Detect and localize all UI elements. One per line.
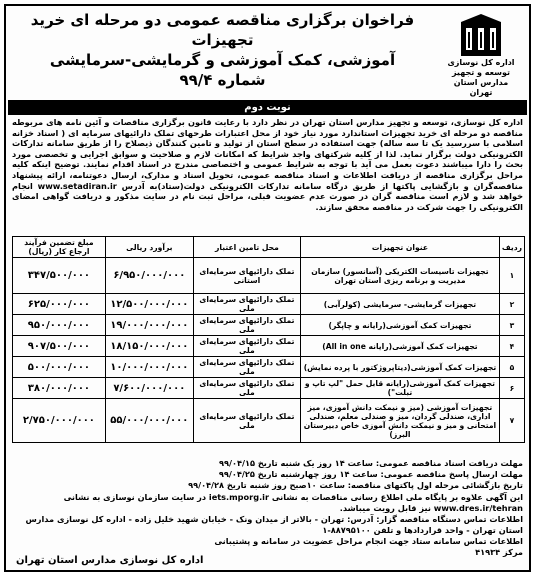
row-number: ۲ <box>499 294 524 315</box>
row-guarantee: ۹۵۰/۰۰۰/۰۰۰ <box>13 315 106 336</box>
row-title: تجهیزات گرمایشی- سرمایشی (کولرآبی) <box>301 294 500 315</box>
publication-note: این آگهی علاوه بر پایگاه ملی اطلاع رسانی مناقصات به نشانی iets.mporg.ir در سایت سازمان نوسازی به نشانی www.dres.ir/tehran نیز قابل رویت میباشد. <box>63 492 523 513</box>
signature: اداره کل نوسازی مدارس استان تهران <box>16 555 204 566</box>
row-source: تملک دارائیهای سرمایه‌ای ملی <box>193 315 300 336</box>
row-estimate: ۱۲/۵۰۰/۰۰۰/۰۰۰ <box>105 294 193 315</box>
row-title: تجهیزات کمک آموزشی(رایانه All in one) <box>301 336 500 357</box>
row-guarantee: ۳۸۰/۰۰۰/۰۰۰ <box>13 378 106 399</box>
documents-deadline: مهلت دریافت اسناد مناقصه عمومی: ساعت ۱۴ روز یک شنبه تاریخ ۹۹/۰۴/۱۵ <box>219 458 523 468</box>
row-estimate: ۱۸/۱۵۰/۰۰۰/۰۰۰ <box>105 336 193 357</box>
row-guarantee: ۵۰۰/۰۰۰/۰۰۰ <box>13 357 106 378</box>
table-row <box>13 336 525 357</box>
header-title: عنوان تجهیزات <box>301 237 500 258</box>
logo-text-line3: مدارس استان تهران <box>453 78 509 97</box>
organization-logo <box>441 12 521 96</box>
row-source: تملک دارائیهای سرمایه‌ای ملی <box>193 399 300 443</box>
table-row <box>13 258 525 294</box>
notice-title <box>14 10 431 90</box>
table-row <box>13 399 525 443</box>
row-source: تملک دارائیهای سرمایه‌ای استانی <box>193 258 300 294</box>
table-row <box>13 378 525 399</box>
row-number: ۴ <box>499 336 524 357</box>
contact-info: اطلاعات تماس دستگاه مناقصه گزار: آدرس: تهران - بالاتر از میدان ونک - خیابان شهید خلیل زاده - اداره کل نوسازی مدارس استان تهران - واحد قراردادها و تلفن ۸۸۷۹۵۱۰۰-۱ <box>25 514 523 535</box>
round-banner: نوبت دوم <box>8 100 527 115</box>
row-number: ۱ <box>499 258 524 294</box>
row-source: تملک دارائیهای سرمایه‌ای ملی <box>193 336 300 357</box>
row-source: تملک دارائیهای سرمایه‌ای ملی <box>193 378 300 399</box>
row-guarantee: ۳۴۷/۵۰۰/۰۰۰ <box>13 258 106 294</box>
logo-text-line1: اداره کل نوسازی <box>447 58 515 67</box>
row-estimate: ۵۵/۰۰۰/۰۰۰/۰۰۰ <box>105 399 193 443</box>
tender-number: شماره ۹۹/۴ <box>179 71 266 89</box>
setad-support: اطلاعات تماس سامانه ستاد جهت انجام مراحل عضویت در سامانه و پشتیبانی مرکز ۴۱۹۳۴ <box>214 536 523 557</box>
header-funding-source: محل تامین اعتبار <box>193 237 300 258</box>
row-number: ۷ <box>499 399 524 443</box>
notice-header <box>8 8 527 100</box>
row-guarantee: ۶۲۵/۰۰۰/۰۰۰ <box>13 294 106 315</box>
header-estimate: برآورد ریالی <box>105 237 193 258</box>
table-header-row <box>13 237 525 258</box>
school-building-icon <box>458 12 504 58</box>
row-estimate: ۱۹/۰۰۰/۰۰۰/۰۰۰ <box>105 315 193 336</box>
row-title: تجهیزات کمک آموزشی(رایانه قابل حمل "لپ تاپ و تبلت") <box>301 378 500 399</box>
row-title: تجهیزات کمک آموزشی(رایانه و چاپگر) <box>301 315 500 336</box>
title-line1: فراخوان برگزاری مناقصه عمومی دو مرحله ای خرید تجهیزات <box>30 11 415 49</box>
row-title: تجهیزات تاسیسات الکتریکی (آسانسور) سازمان مدیریت و برنامه ریزی استان تهران <box>301 258 500 294</box>
row-title: تجهیزات کمک آموزشی(دیتاپروژکتور با پرده نمایش) <box>301 357 500 378</box>
opening-date: تاریخ بازگشائی مرحله اول پاکتهای مناقصه: ساعت ۱۰صبح روز شنبه تاریخ ۹۹/۰۴/۲۸ <box>188 480 523 490</box>
row-estimate: ۱۰/۰۰۰/۰۰۰/۰۰۰ <box>105 357 193 378</box>
row-estimate: ۶/۹۵۰/۰۰۰/۰۰۰ <box>105 258 193 294</box>
header-row-number: ردیف <box>499 237 524 258</box>
items-table <box>12 236 525 443</box>
row-source: تملک دارائیهای سرمایه‌ای ملی <box>193 294 300 315</box>
header-guarantee: مبلغ تضمین فرآیند ارجاع کار (ریال) <box>13 237 106 258</box>
response-deadline: مهلت ارسال پاسخ مناقصه عمومی: ساعت ۱۴ روز چهارشنبه تاریخ ۹۹/۰۴/۲۵ <box>218 469 523 479</box>
tender-notice <box>4 4 531 572</box>
row-estimate: ۷/۶۰۰/۰۰۰/۰۰۰ <box>105 378 193 399</box>
table-row <box>13 315 525 336</box>
row-guarantee: ۲/۷۵۰/۰۰۰/۰۰۰ <box>13 399 106 443</box>
row-number: ۵ <box>499 357 524 378</box>
row-source: تملک دارائیهای سرمایه‌ای ملی <box>193 357 300 378</box>
title-line2: آموزشی، کمک آموزشی و گرمایشی-سرمایشی <box>49 51 396 69</box>
row-number: ۳ <box>499 315 524 336</box>
row-number: ۶ <box>499 378 524 399</box>
intro-paragraph: اداره کل نوسازی، توسعه و تجهیز مدارس استان تهران در نظر دارد با رعایت قانون برگزاری مناقصات و آئین نامه های مربوطه مناقصه دو مرحله ای خرید تجهیزات استاندارد مورد نیاز خود از محل اعتبارات طرحهای تملک دارائیهای سرمایه ای ( اسناد خزانه اسلامی با سررسید یک تا سه ساله) جهت استفاده در سطح استان از تولید و تامین کنندگان ذیصلاح را از طریق سامانه تدارکات الکترونیکی دولت برگزار نماید. لذا از کلیه شرکتهای واجد شرایط که امکانات لازم و صلاحیت و سوابق اجرایی و تخصصی مورد بحث را دارا میباشند دعوت بعمل می آید با توجه به شرایط عمومی و اختصاصی مندرج در اسناد اقدام نمایند. توضیح اینکه کلیه مراحل برگزاری مناقصه از دریافت اطلاعات و اسناد مناقصه عمومی، تحویل اسناد و مدارک، ارسال دعوتنامه، ارائه پیشنهاد مناقصه‌گران و بازگشایی پاکتها از طریق درگاه سامانه تدارکات الکترونیکی دولت(ستاد)به آدرس www.setadiran.ir انجام خواهد شد و لازم است مناقصه گران در صورت عدم عضویت قبلی، مراحل ثبت نام در سایت مذکور و دریافت گواهی امضای الکترونیکی را جهت شرکت در مناقصه محقق سازند. <box>12 117 523 212</box>
row-guarantee: ۹۰۷/۵۰۰/۰۰۰ <box>13 336 106 357</box>
logo-text-line2: توسعه و تجهیز <box>451 68 511 77</box>
table-row <box>13 357 525 378</box>
row-title: تجهیزات آموزشی (میز و نیمکت دانش آموزی، میز اداری، صندلی گردان، میز و صندلی معلم، صندلی امتحانی و میز و نیمکت دانش آموزی خاص دبیرستان البرز) <box>301 399 500 443</box>
table-row <box>13 294 525 315</box>
